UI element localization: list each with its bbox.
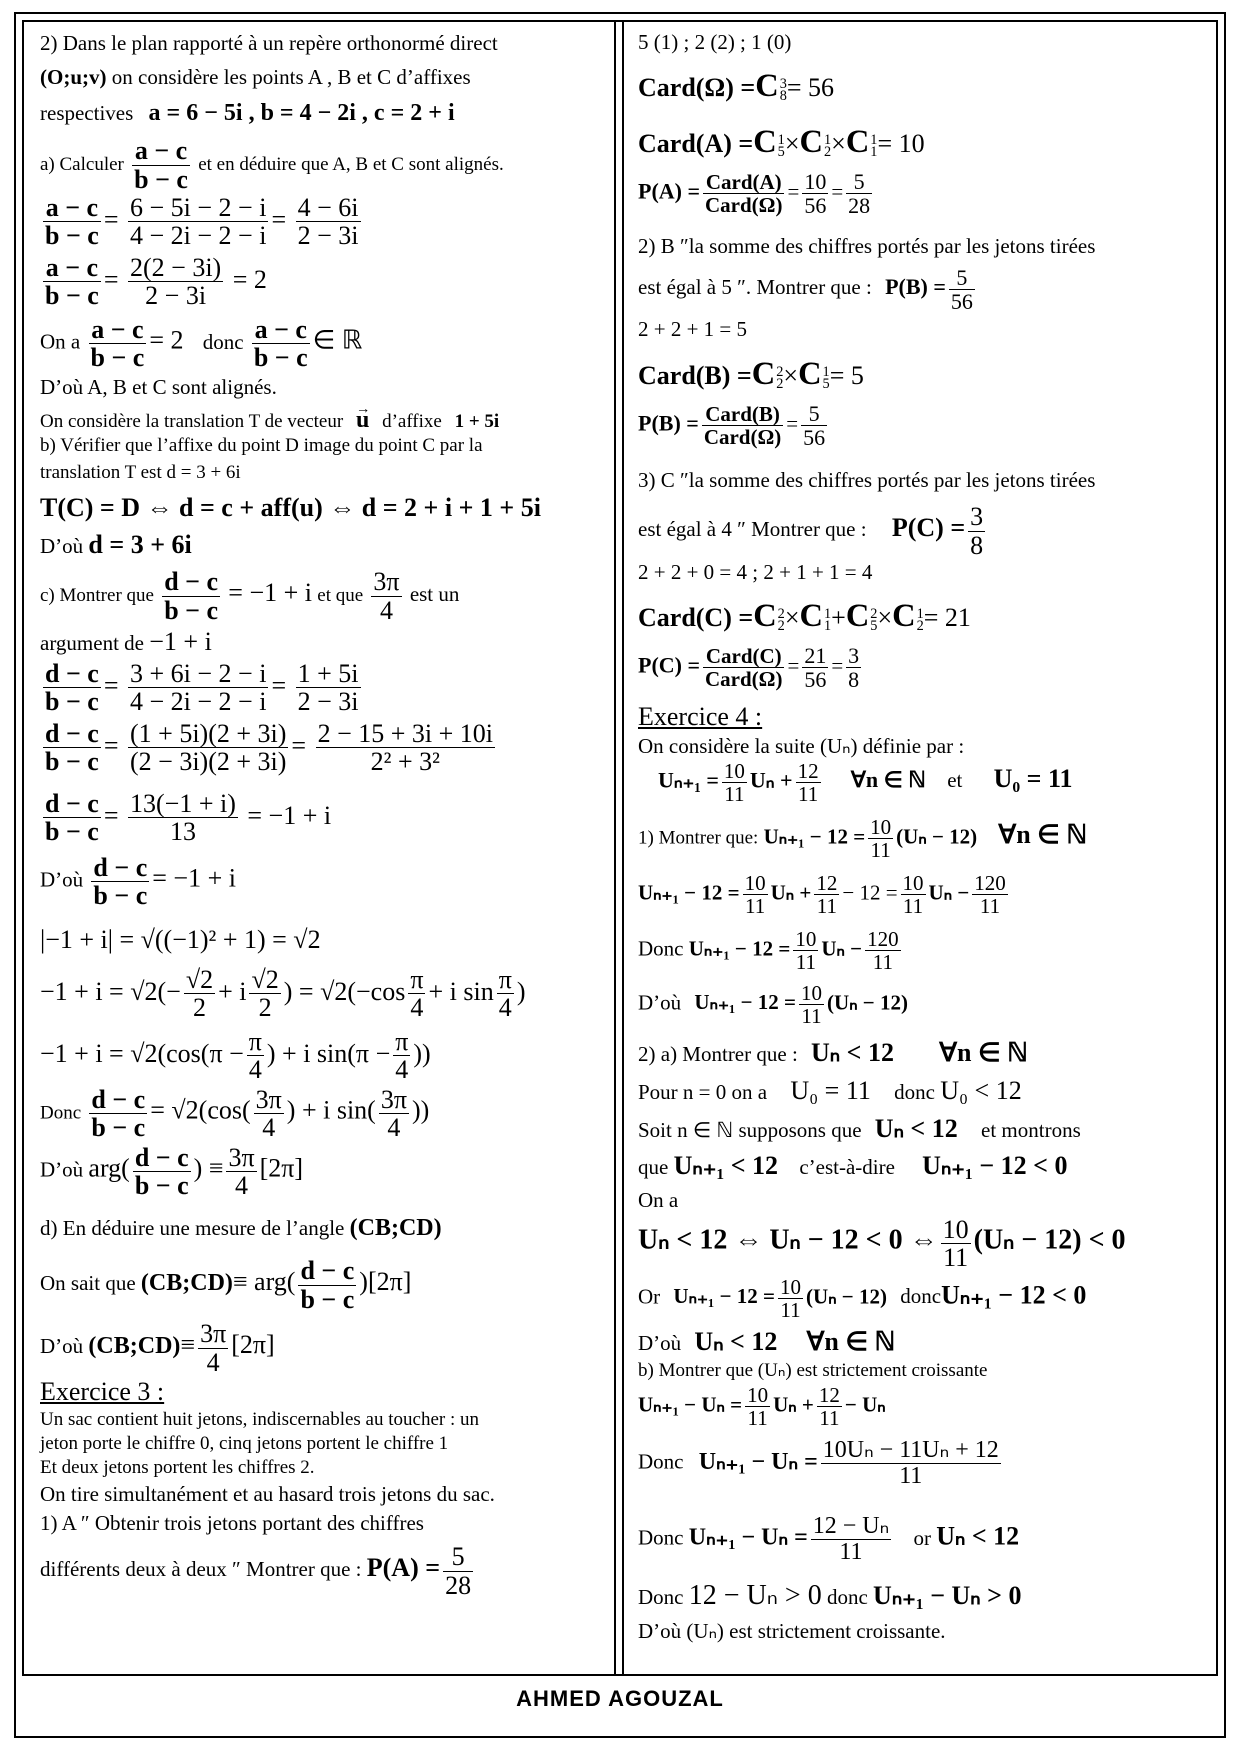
equivalence-chain: Uₙ < 12 ⇔ Uₙ − 12 < 0 ⇔ $\frac{10}{11}$ (Uₙ − 12) < 0 <box>638 1215 1126 1273</box>
induction-line1: Soit n ∈ ℕ supposons que Uₙ < 12 et montrons <box>638 1114 1081 1143</box>
ex3-q3-line2: est égal à 4 ″ Montrer que : P(C) = $\frac{3}{8}$ <box>638 502 984 560</box>
question-d: d) En déduire une mesure de l’angle (CB;CD) <box>40 1215 442 1241</box>
diff4: Donc 12 − Uₙ > 0 donc Uₙ₊₁ − Uₙ > 0 <box>638 1580 1022 1611</box>
column-separator <box>614 20 616 1676</box>
eq5: $\frac{d - c}{b - c}$ = $\frac{(1 + 5i)(2 + 3i)}{(2 - 3i)(2 + 3i)}$ = $\frac{2 - 15 + 3i + 10i}{\text{2² + 3²}}$ <box>45 719 494 777</box>
ex3-line3: Et deux jetons portent les chiffres 2. <box>40 1457 315 1478</box>
combination-line: 5 (1) ; 2 (2) ; 1 (0) <box>638 30 792 54</box>
angle-eq: On sait que (CB;CD)≡ arg( $\frac{d - c}{b - c}$ )[2π] <box>40 1256 412 1314</box>
translation-line: On considère la translation T de vecteur → u d’affixe 1 + 5i <box>40 406 605 434</box>
step2: Donc Uₙ₊₁ − 12 = $\frac{10}{11}$ Uₙ − $\frac{120}{11}$ <box>638 927 899 975</box>
ex3-q3-line1: 3) C ″la somme des chiffres portés par les jetons tirées <box>638 468 1096 492</box>
polar-eq3: Donc $\frac{d - c}{b - c}$ = √2(cos( $\frac{3\pi}{4}$ ) + i sin( $\frac{3\pi}{4}$ )) <box>40 1085 430 1143</box>
modulus-eq: |−1 + i| = √((−1)² + 1) = √2 <box>40 925 321 954</box>
q2-line2-post: on considère les points A , B et C d’affixes <box>111 65 471 89</box>
tc-equation: T(C) = D ⇔ d = c + aff(u) ⇔ d = 2 + i + 1 + 5i <box>40 493 541 522</box>
ex3-q2-line2: est égal à 5 ″. Montrer que : P(B) = $\frac{5}{56}$ <box>638 264 973 314</box>
induction-line2: que Uₙ₊₁ < 12 c’est-à-dire Uₙ₊₁ − 12 < 0 <box>638 1151 1068 1180</box>
exercice-4-title: Exercice 4 : <box>638 702 763 731</box>
calculer: a) Calculer <box>40 154 124 175</box>
base-case: Pour n = 0 on a U₀ = 11 donc U₀ < 12 <box>638 1076 1022 1105</box>
ex3-line1: Un sac contient huit jetons, indiscernables au toucher : un <box>40 1409 479 1430</box>
polar-eq2: −1 + i = √2(cos(π − $\frac{\pi}{4}$ ) + i sin(π − $\frac{\pi}{4}$ )) <box>40 1027 431 1085</box>
card-omega: Card(Ω) =C 3 8 = 56 <box>638 68 835 105</box>
d-result: D’où d = 3 + 6i <box>40 530 192 559</box>
eq4: $\frac{d - c}{b - c}$ = $\frac{3 + 6i - 2 - i}{4 - 2i - 2 - i}$ = $\frac{1 + 5i}{2 - 3i}$ <box>45 659 359 717</box>
conclusion-bound: D’où Uₙ < 12 ∀n ∈ ℕ <box>638 1327 896 1356</box>
prob-a: P(A) = $\frac{\text{Card(A)}}{\text{Card(Ω)}}$ = $\frac{10}{56}$ = $\frac{5}{28}$ <box>638 169 871 219</box>
eq3: On a $\frac{a - c}{b - c}$ = 2 donc $\frac{a - c}{b - c}$ ∈ ℝ <box>40 315 363 373</box>
step3: D’où Uₙ₊₁ − 12 = $\frac{10}{11}$ (Uₙ − 12) <box>638 981 909 1029</box>
card-c: Card(C) =C 2 2 ×C 1 1 +C 2 5 ×C 1 2 = 21 <box>638 598 971 635</box>
question-a <box>40 132 605 194</box>
step1: Uₙ₊₁ − 12 = $\frac{10}{11}$ Uₙ + $\frac{12}{11}$ − 12 = $\frac{10}{11}$ Uₙ − $\frac{120}{11}$ <box>638 871 1006 919</box>
prob-c: P(C) = $\frac{\text{Card(C)}}{\text{Card(Ω)}}$ = $\frac{21}{56}$ = $\frac{3}{8}$ <box>638 643 860 693</box>
final-conclusion: D’où (Uₙ) est strictement croissante. <box>638 1619 946 1643</box>
ex3-q2-line1: 2) B ″la somme des chiffres portés par les jetons tirées <box>638 234 1096 258</box>
ex4-q2b: b) Montrer que (Uₙ) est strictement croissante <box>638 1360 988 1381</box>
left-column <box>40 26 605 1598</box>
or-line: Or Uₙ₊₁ − 12 = $\frac{10}{11}$ (Uₙ − 12) doncUₙ₊₁ − 12 < 0 <box>638 1275 1087 1323</box>
q2-line1: 2) Dans le plan rapporté à un repère orthonormé direct <box>40 31 498 55</box>
sum-four: 2 + 2 + 0 = 4 ; 2 + 1 + 1 = 4 <box>638 560 873 584</box>
ex3-q1-line1: 1) A ″ Obtenir trois jetons portant des chiffres <box>40 1511 424 1535</box>
diff1: Uₙ₊₁ − Uₙ = $\frac{10}{11}$ Uₙ + $\frac{12}{11}$ − Uₙ <box>638 1383 886 1431</box>
ex3-line2: jeton porte le chiffre 0, cinq jetons portent le chiffre 1 <box>40 1433 449 1454</box>
polar-eq1: −1 + i = √2(− $\frac{√2}{2}$ + i $\frac{√2}{2}$ ) = √2(−cos $\frac{\pi}{4}$ + i sin $\frac{\pi}{4}$ ) <box>40 965 526 1023</box>
eq6: $\frac{d - c}{b - c}$ = $\frac{13(-1 + i)}{13}$ = −1 + i <box>45 789 332 847</box>
respectives: respectives <box>40 101 134 125</box>
prob-b: P(B) = $\frac{\text{Card(B)}}{\text{Card(Ω)}}$ = $\frac{5}{56}$ <box>638 401 826 451</box>
ex4-line1: On considère la suite (Uₙ) définie par : <box>638 734 965 758</box>
on-a: On a <box>638 1188 679 1212</box>
question-c: c) Montrer que $\frac{d - c}{b - c}$ = −1 + i et que $\frac{3\pi}{4}$ est un <box>40 567 460 625</box>
deduire-alignes: et en déduire que A, B et C sont alignés. <box>198 154 504 175</box>
affixes: a = 6 − 5i , b = 4 − 2i , c = 2 + i <box>148 100 455 126</box>
ex4-q2a: 2) a) Montrer que : Uₙ < 12 ∀n ∈ ℕ <box>638 1038 1028 1067</box>
angle-result: D’où (CB;CD)≡ $\frac{3\pi}{4}$ [2π] <box>40 1319 275 1377</box>
repere: (O;u;v) <box>40 65 107 89</box>
eq2: $\frac{a - c}{b - c}$ = $\frac{2(2 - 3i)}{2 - 3i}$ = 2 <box>45 253 267 311</box>
argument-de: argument de −1 + i <box>40 627 212 656</box>
conclusion-alignes: D’où A, B et C sont alignés. <box>40 375 277 399</box>
diff2: Donc Uₙ₊₁ − Uₙ = $\frac{\text{10Uₙ − 11Uₙ + 12}}{11}$ <box>638 1437 999 1490</box>
right-column <box>638 26 1208 1646</box>
eq1: $\frac{a - c}{b - c}$ = $\frac{6 - 5i - 2 - i}{4 - 2i - 2 - i}$ = $\frac{4 - 6i}{2 - 3i}$ <box>45 193 359 251</box>
author-footer: AHMED AGOUZAL <box>516 1686 724 1711</box>
q2-line3 <box>40 94 605 132</box>
diff3: Donc Uₙ₊₁ − Uₙ = $\frac{\text{12 − Uₙ}}{11}$ or Uₙ < 12 <box>638 1513 1020 1566</box>
card-a: Card(A) =C 1 5 ×C 1 2 ×C 1 1 = 10 <box>638 124 925 161</box>
ex4-q1: 1) Montrer que: Uₙ₊₁ − 12 = $\frac{10}{11}$ (Uₙ − 12) ∀n ∈ ℕ <box>638 815 1088 863</box>
column-separator <box>622 20 624 1676</box>
q2-line2 <box>40 60 605 94</box>
question-b-line2: translation T est d = 3 + 6i <box>40 462 241 483</box>
frac-ac: $\frac{a - c}{b - c}$ <box>134 136 188 194</box>
recurrence: Uₙ₊₁ = $\frac{10}{11}$ Uₙ + $\frac{12}{11}$ ∀n ∈ ℕ et U₀ = 11 <box>658 759 1073 807</box>
ex3-q1-line2: différents deux à deux ″ Montrer que : P(A) = $\frac{5}{28}$ <box>40 1542 472 1600</box>
exercice-3-title: Exercice 3 : <box>40 1377 165 1406</box>
ex3-line4: On tire simultanément et au hasard trois jetons du sac. <box>40 1482 495 1506</box>
sum-five: 2 + 2 + 1 = 5 <box>638 317 748 341</box>
card-b: Card(B) =C 2 2 ×C 1 5 = 5 <box>638 356 864 393</box>
arg-result: D’où arg( $\frac{d - c}{b - c}$ ) ≡ $\frac{3\pi}{4}$ [2π] <box>40 1143 304 1201</box>
question-b-line1: b) Vérifier que l’affixe du point D image du point C par la <box>40 435 483 456</box>
eq7: D’où $\frac{d - c}{b - c}$ = −1 + i <box>40 853 236 911</box>
